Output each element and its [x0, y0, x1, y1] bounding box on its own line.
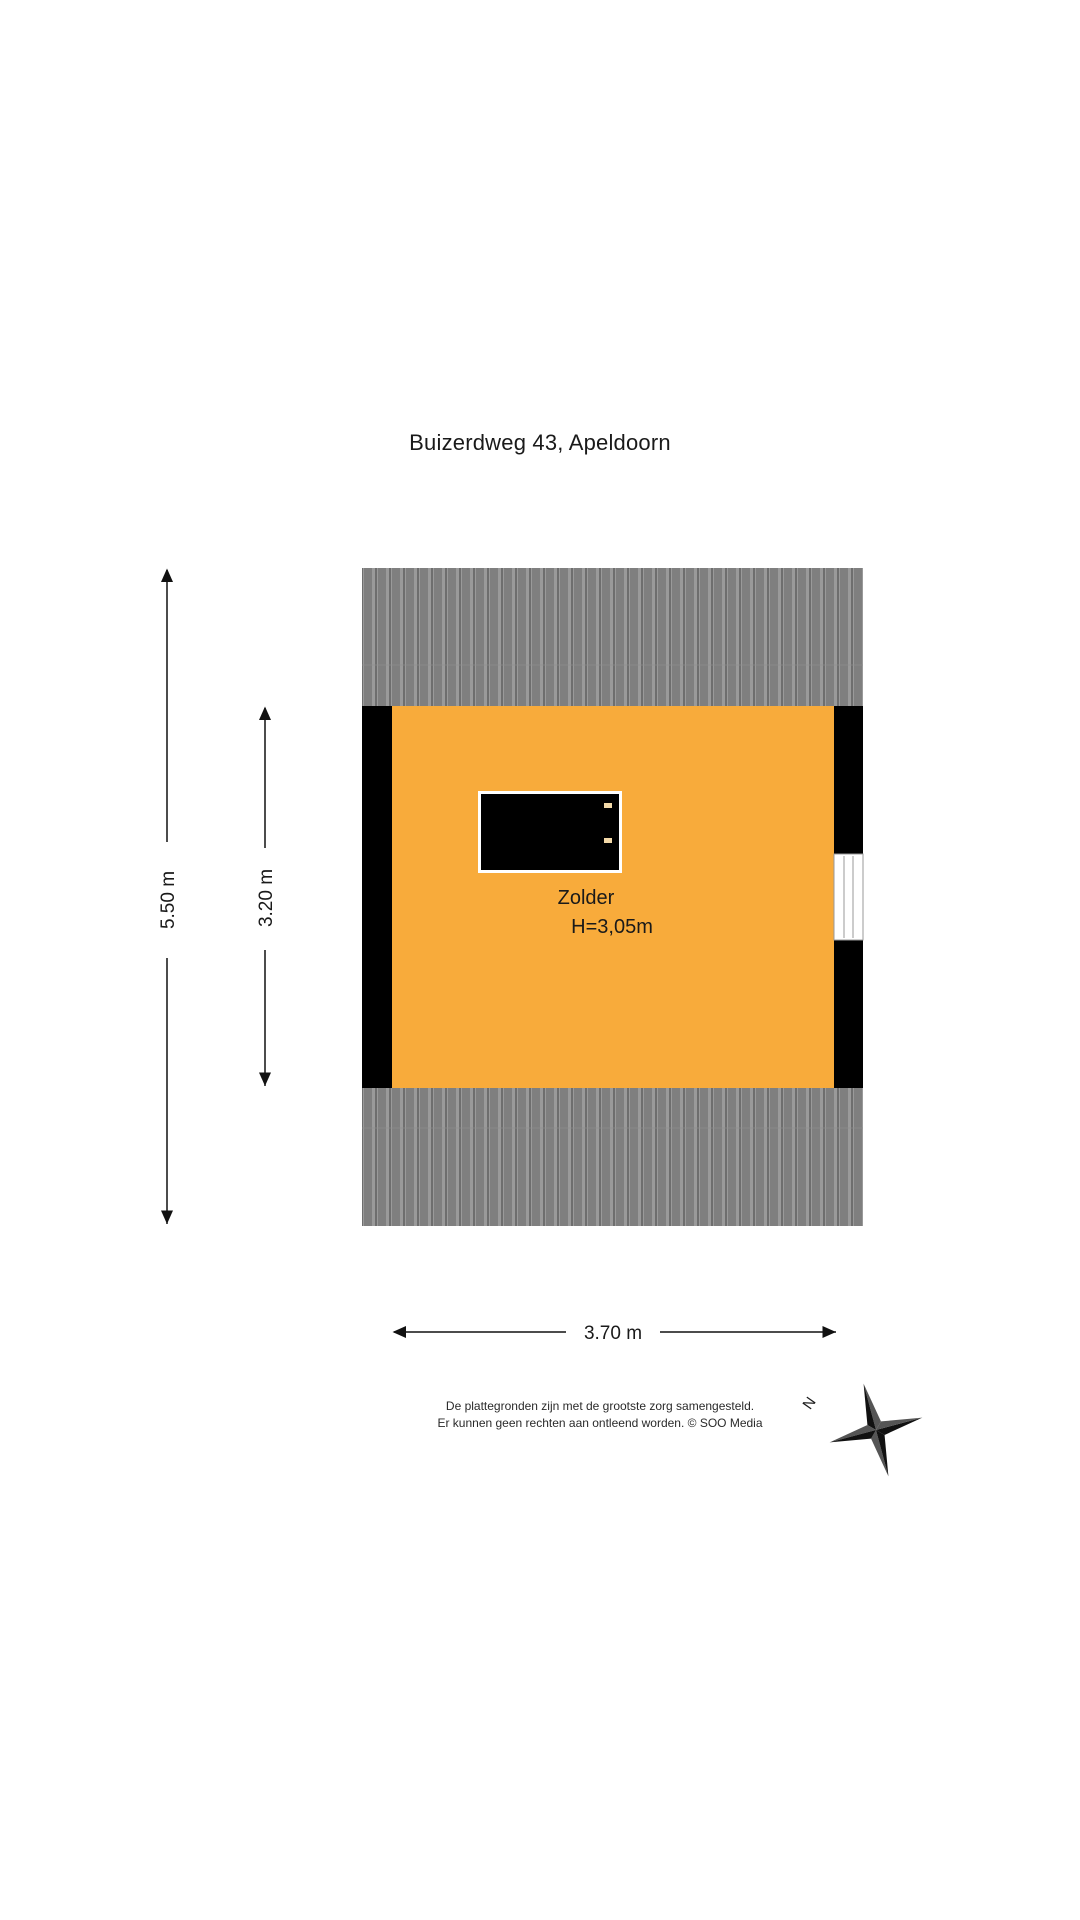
disclaimer — [330, 1398, 870, 1432]
disclaimer-line-2: Er kunnen geen rechten aan ontleend worden. © SOO Media — [437, 1416, 763, 1430]
dimension-inner-height-label: 3.20 m — [256, 868, 277, 928]
wall-left — [362, 706, 392, 1088]
address-title: Buizerdweg 43, Apeldoorn — [409, 430, 671, 455]
disclaimer-line-1: De plattegronden zijn met de grootste zorg samengesteld. — [445, 1399, 755, 1413]
dimension-width-label: 3.70 m — [583, 1323, 643, 1344]
stair-hatch — [478, 791, 622, 873]
room-name: Zolder — [557, 887, 615, 909]
roof-top — [362, 568, 863, 706]
roof-bottom — [362, 1088, 863, 1226]
room-height: H=3,05m — [571, 916, 653, 938]
dimension-outer-height — [158, 570, 179, 1224]
dimension-outer-height-label: 5.50 m — [158, 870, 179, 930]
wall-right-upper — [834, 706, 863, 854]
window — [834, 854, 863, 940]
dimension-width — [394, 1323, 836, 1344]
compass-north-label: N — [799, 1394, 820, 1413]
wall-right-lower — [834, 940, 863, 1088]
dimension-inner-height — [256, 708, 277, 1086]
